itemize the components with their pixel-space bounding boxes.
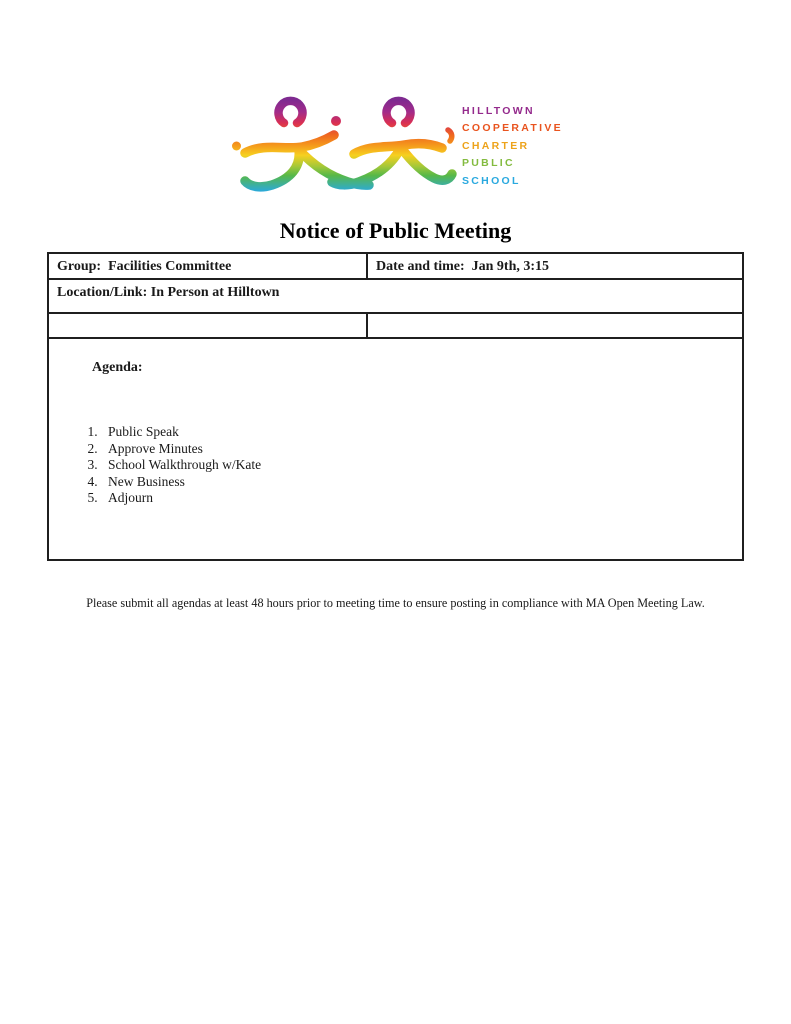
datetime-cell: Date and time: Jan 9th, 3:15	[367, 253, 743, 279]
agenda-item: 2. Approve Minutes	[101, 441, 734, 458]
table-row-empty	[48, 313, 743, 338]
logo-word-school: SCHOOL	[462, 174, 521, 187]
empty-cell-left	[48, 313, 367, 338]
agenda-item: 1. Public Speak	[101, 424, 734, 441]
table-row-group-datetime	[48, 253, 743, 279]
agenda-list	[57, 424, 734, 507]
meeting-notice-table	[47, 252, 744, 561]
empty-cell-right	[367, 313, 743, 338]
school-logo	[228, 92, 574, 200]
table-row-agenda	[48, 338, 743, 560]
page-title: Notice of Public Meeting	[279, 218, 512, 243]
group-cell: Group: Facilities Committee	[48, 253, 367, 279]
table-row-location	[48, 279, 743, 313]
dancing-figures-icon	[228, 92, 460, 200]
logo-word-charter: CHARTER	[462, 139, 530, 152]
agenda-item: 5. Adjourn	[101, 490, 734, 507]
agenda-item: 4. New Business	[101, 474, 734, 491]
agenda-cell	[48, 338, 743, 560]
compliance-note: Please submit all agendas at least 48 hours prior to meeting time to ensure posting in compliance with MA Open Meeting Law.	[86, 596, 705, 610]
logo-word-public: PUBLIC	[462, 157, 515, 170]
agenda-label: Agenda:	[92, 360, 143, 375]
logo-wordmark	[462, 103, 574, 190]
logo-word-cooperative: COOPERATIVE	[462, 122, 563, 135]
logo-word-hilltown: HILLTOWN	[462, 105, 535, 117]
agenda-item: 3. School Walkthrough w/Kate	[101, 457, 734, 474]
location-cell: Location/Link: In Person at Hilltown	[48, 279, 743, 313]
